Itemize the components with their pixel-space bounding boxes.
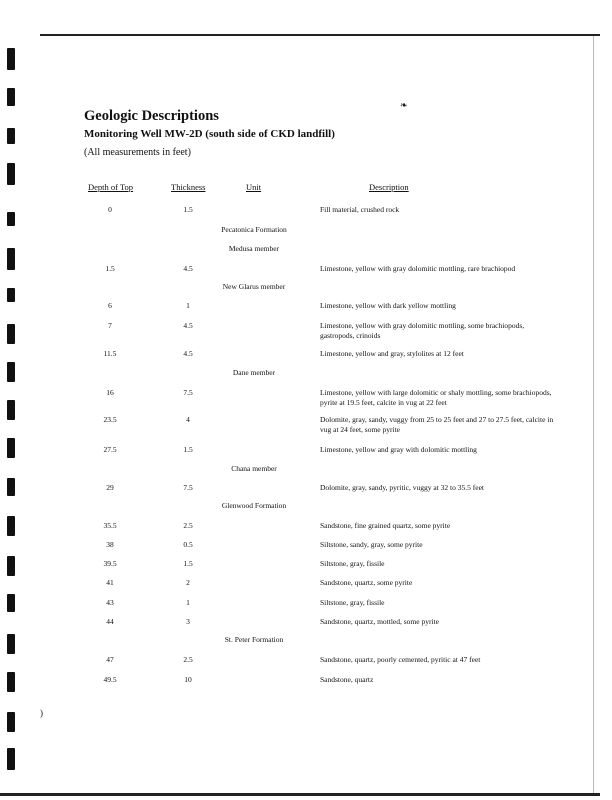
binder-hole-mark [7, 438, 15, 458]
depth-cell: 38 [106, 540, 114, 549]
binder-hole-mark [7, 634, 15, 654]
page-title: Geologic Descriptions [84, 108, 219, 124]
binder-hole-mark [7, 516, 15, 536]
depth-cell: 43 [106, 598, 114, 607]
depth-cell: 41 [106, 578, 114, 587]
formation-heading: Glenwood Formation [221, 501, 287, 510]
measurement-note: (All measurements in feet) [84, 147, 191, 158]
member-heading: Chana member [231, 464, 277, 473]
description-cell: Sandstone, quartz, poorly cemented, pyritic at 47 feet [320, 655, 481, 664]
scan-edge-top [40, 34, 600, 36]
description-cell: Sandstone, quartz [320, 675, 374, 684]
binder-hole-mark [7, 556, 15, 576]
binder-hole-mark [7, 48, 15, 70]
thickness-cell: 1 [186, 598, 190, 607]
scan-edge-right [593, 36, 594, 793]
description-cell: Fill material, crushed rock [320, 205, 400, 214]
binder-hole-mark [7, 712, 15, 732]
thickness-cell: 4.5 [183, 349, 193, 358]
depth-cell: 7 [108, 321, 112, 330]
thickness-cell: 1.5 [183, 205, 193, 214]
description-cell: Siltstone, gray, fissile [320, 559, 385, 568]
binder-hole-mark [7, 248, 15, 270]
binder-hole-mark [7, 88, 15, 106]
depth-cell: 35.5 [103, 521, 117, 530]
formation-heading: St. Peter Formation [224, 635, 284, 644]
depth-cell: 27.5 [103, 445, 117, 454]
column-header-depth: Depth of Top [88, 182, 134, 192]
depth-cell: 39.5 [103, 559, 117, 568]
column-header-description: Description [369, 182, 409, 192]
binder-hole-mark [7, 672, 15, 692]
description-cell: Sandstone, quartz, mottled, some pyrite [320, 617, 439, 626]
description-cell: Siltstone, sandy, gray, some pyrite [320, 540, 423, 549]
description-cell: Dolomite, gray, sandy, vuggy from 25 to 25 feet and 27 to 27.5 feet, calcite in vug at 24 feet, some pyrite [320, 415, 554, 434]
description-cell: Sandstone, fine grained quartz, some pyrite [320, 521, 451, 530]
depth-cell: 16 [106, 388, 114, 397]
depth-cell: 11.5 [103, 349, 117, 358]
page-subtitle: Monitoring Well MW-2D (south side of CKD landfill) [84, 128, 335, 140]
scan-edge-bottom [0, 793, 600, 796]
binder-hole-mark [7, 288, 15, 302]
depth-cell: 1.5 [105, 264, 115, 273]
ink-smudge: ❧ [400, 100, 408, 110]
thickness-cell: 4.5 [183, 264, 193, 273]
depth-cell: 23.5 [103, 415, 117, 424]
thickness-cell: 7.5 [183, 483, 193, 492]
depth-cell: 47 [106, 655, 114, 664]
thickness-cell: 3 [186, 617, 190, 626]
thickness-cell: 1 [186, 301, 190, 310]
thickness-cell: 2.5 [183, 521, 193, 530]
binder-hole-mark [7, 324, 15, 344]
binder-hole-mark [7, 128, 15, 144]
depth-cell: 6 [108, 301, 112, 310]
binder-hole-mark [7, 163, 15, 185]
thickness-cell: 0.5 [183, 540, 193, 549]
depth-cell: 49.5 [103, 675, 117, 684]
depth-cell: 44 [106, 617, 114, 626]
description-cell: Limestone, yellow with large dolomitic or shaly mottling, some brachiopods, pyrite at 19.5 feet, calcite in vug at 22 feet [320, 388, 552, 407]
thickness-cell: 4 [186, 415, 190, 424]
member-heading: Dane member [232, 368, 276, 377]
member-heading: Medusa member [228, 244, 280, 253]
formation-heading: Pecatonica Formation [221, 225, 287, 234]
description-cell: Limestone, yellow with gray dolomitic mottling, rare brachiopod [320, 264, 516, 273]
description-cell: Limestone, yellow with gray dolomitic mottling, some brachiopods, gastropods, crinoids [320, 321, 525, 340]
depth-cell: 0 [108, 205, 112, 214]
thickness-cell: 2.5 [183, 655, 193, 664]
binder-hole-mark [7, 362, 15, 382]
member-heading: New Glarus member [222, 282, 286, 291]
description-cell: Limestone, yellow and gray with dolomitic mottling [320, 445, 477, 454]
binder-hole-mark [7, 594, 15, 612]
thickness-cell: 10 [184, 675, 192, 684]
thickness-cell: 1.5 [183, 445, 193, 454]
binder-hole-mark [7, 478, 15, 496]
depth-cell: 29 [106, 483, 114, 492]
description-cell: Siltstone, gray, fissile [320, 598, 385, 607]
thickness-cell: 4.5 [183, 321, 193, 330]
description-cell: Limestone, yellow with dark yellow mottling [320, 301, 456, 310]
pen-mark: ) [40, 708, 43, 718]
description-cell: Sandstone, quartz, some pyrite [320, 578, 413, 587]
binder-hole-mark [7, 212, 15, 226]
thickness-cell: 1.5 [183, 559, 193, 568]
binder-hole-mark [7, 748, 15, 770]
thickness-cell: 2 [186, 578, 190, 587]
binder-hole-mark [7, 400, 15, 420]
thickness-cell: 7.5 [183, 388, 193, 397]
column-header-unit: Unit [246, 182, 262, 192]
column-header-thickness: Thickness [171, 182, 206, 192]
description-cell: Limestone, yellow and gray, stylolites at 12 feet [320, 349, 464, 358]
description-cell: Dolomite, gray, sandy, pyritic, vuggy at 32 to 35.5 feet [320, 483, 484, 492]
